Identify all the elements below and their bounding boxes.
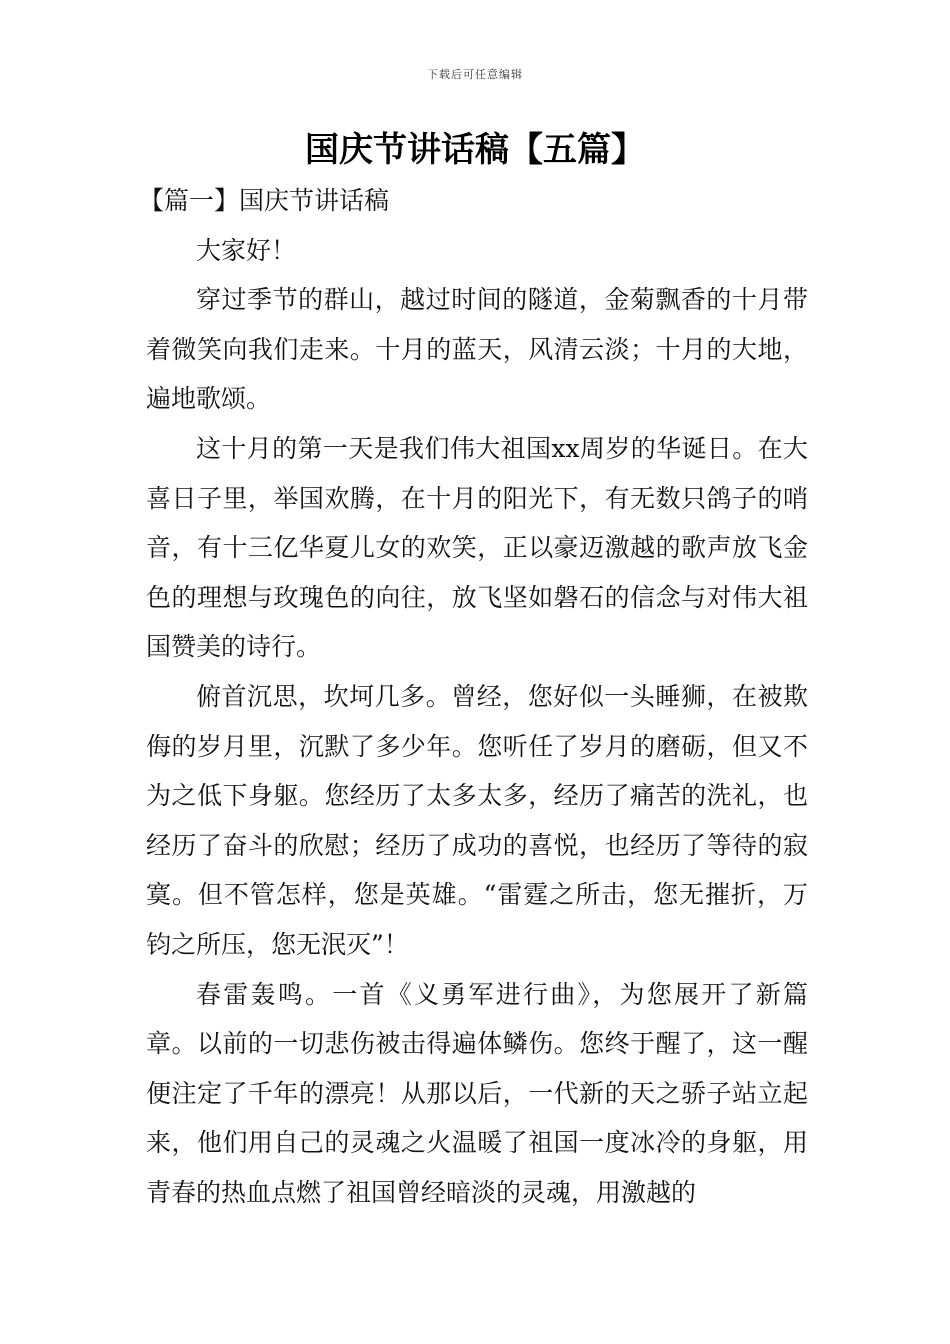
paragraph: 俯首沉思，坎坷几多。曾经，您好似一头睡狮，在被欺侮的岁月里，沉默了多少年。您听任了岁月的磨砺，但又不为之低下身躯。您经历了太多太多，经历了痛苦的洗礼，也经历了奋斗的欣慰；经历了成功的喜悦，也经历了等待的寂寞。但不管怎样，您是英雄。“雷霆之所击，您无摧折，万钧之所压，您无泯灭”！ [146, 681, 808, 959]
paragraph: 春雷轰鸣。一首《义勇军进行曲》，为您展开了新篇章。以前的一切悲伤被击得遍体鳞伤。您终于醒了，这一醒便注定了千年的漂亮！从那以后，一代新的天之骄子站立起来，他们用自己的灵魂之火温暖了祖国一度冰冷的身躯，用青春的热血点燃了祖国曾经暗淡的灵魂，用激越的 [146, 979, 808, 1207]
document-title: 国庆节讲话稿【五篇】 [305, 130, 645, 170]
document-body [139, 176, 808, 1217]
page-header: 下载后可任意编辑 [427, 68, 523, 81]
paragraph: 这十月的第一天是我们伟大祖国xx周岁的华诞日。在大喜日子里，举国欢腾，在十月的阳光下，有无数只鸽子的哨音，有十三亿华夏儿女的欢笑，正以豪迈激越的歌声放飞金色的理想与玫瑰色的向往，放飞坚如磐石的信念与对伟大祖国赞美的诗行。 [146, 433, 808, 662]
paragraph-greeting: 大家好！ [196, 235, 297, 265]
section-heading: 【篇一】国庆节讲话稿 [139, 186, 390, 215]
paragraph: 穿过季节的群山，越过时间的隧道，金菊飘香的十月带着微笑向我们走来。十月的蓝天，风清云淡；十月的大地，遍地歌颂。 [146, 285, 808, 414]
